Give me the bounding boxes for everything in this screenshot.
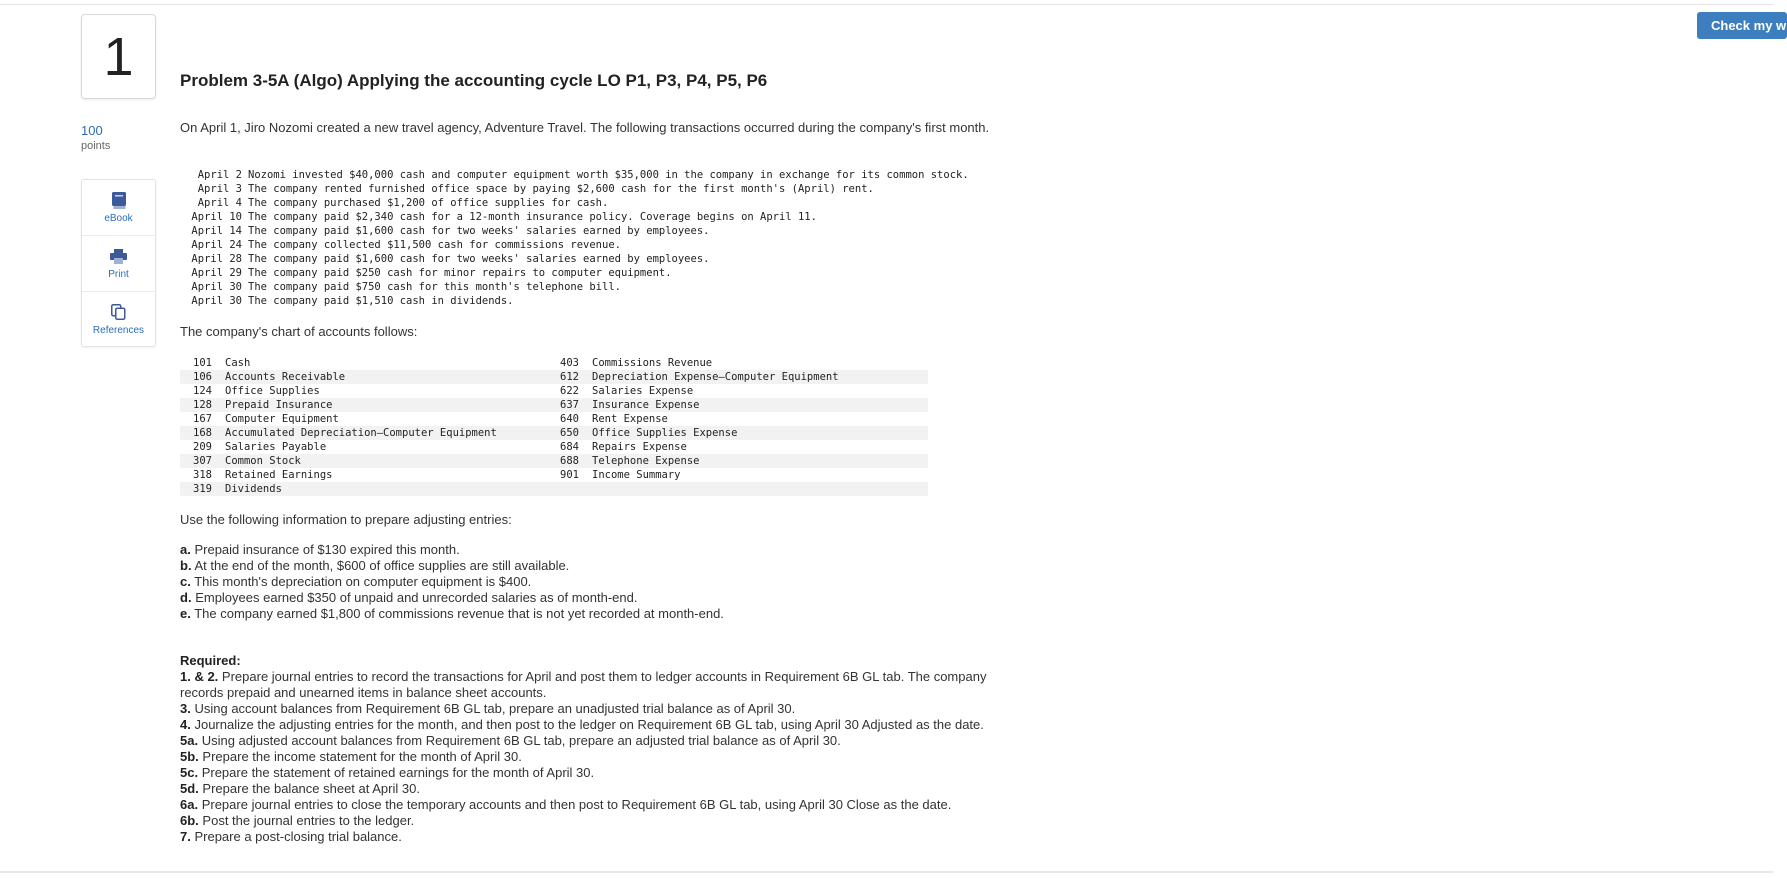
required-item: 6b. Post the journal entries to the ledger. [180,813,415,828]
account-row: 307 Common Stock 688 Telephone Expense [180,454,928,468]
problem-title: Problem 3-5A (Algo) Applying the accounting cycle LO P1, P3, P4, P5, P6 [180,71,768,90]
ebook-label: eBook [104,213,133,224]
account-row: 106 Accounts Receivable 612 Depreciation Expense—Computer Equipment [180,370,928,384]
transactions-list [180,168,1000,308]
book-icon [110,191,128,209]
transaction-row: April 4 The company purchased $1,200 of office supplies for cash. [197,197,609,209]
adjustment-item: a. Prepaid insurance of $130 expired this month. [180,542,460,557]
account-row: 168 Accumulated Depreciation—Computer Equipment 650 Office Supplies Expense [180,426,928,440]
required-item: 7. Prepare a post-closing trial balance. [180,829,402,844]
adjustment-item: d. Employees earned $350 of unpaid and unrecorded salaries as of month-end. [180,590,638,605]
adjustment-item: e. The company earned $1,800 of commissions revenue that is not yet recorded at month-end. [180,606,724,621]
required-section [180,653,1025,845]
account-row: 128 Prepaid Insurance 637 Insurance Expense [180,398,928,412]
references-button[interactable] [82,292,155,347]
required-item: 5b. Prepare the income statement for the month of April 30. [180,749,522,764]
account-row: 124 Office Supplies 622 Salaries Expense [193,385,694,397]
transaction-row: April 3 The company rented furnished office space by paying $2,600 cash for the first month's (April) rent. [197,183,874,195]
print-button[interactable] [82,236,155,292]
account-row: 318 Retained Earnings 901 Income Summary [193,469,681,481]
transaction-row: April 14 The company paid $1,600 cash for two weeks' salaries earned by employees. [191,225,710,237]
required-item: 1. & 2. Prepare journal entries to record the transactions for April and post them to ledger accounts in Requirement 6B GL tab. The company records prepaid and unearned items in balance sheet accounts. [180,669,987,700]
required-item: 5d. Prepare the balance sheet at April 30. [180,781,420,796]
question-number-badge: 1 [81,14,156,99]
points-value: 100 [81,123,103,138]
adjustment-item: c. This month's depreciation on computer equipment is $400. [180,574,532,589]
adjusting-entries-heading: Use the following information to prepare adjusting entries: [180,512,512,527]
adjustments-list [180,542,724,622]
transaction-row: April 28 The company paid $1,600 cash for two weeks' salaries earned by employees. [191,253,710,265]
intro-paragraph: On April 1, Jiro Nozomi created a new travel agency, Adventure Travel. The following transactions occurred during the company's first month. [180,120,990,135]
transaction-row: April 10 The company paid $2,340 cash for a 12-month insurance policy. Coverage begins on April 11. [191,211,817,223]
points-label: points [81,140,111,152]
chart-of-accounts-table [180,356,928,496]
print-label: Print [108,269,129,280]
transaction-row: April 24 The company collected $11,500 cash for commissions revenue. [191,239,621,251]
check-my-work-button[interactable]: Check my w [1697,12,1787,39]
account-row: 167 Computer Equipment 640 Rent Expense [193,413,668,425]
resource-tools-panel [81,179,156,347]
copy-icon [110,303,128,321]
transaction-row: April 30 The company paid $1,510 cash in dividends. [191,295,514,307]
required-item: 6a. Prepare journal entries to close the temporary accounts and then post to Requirement 6B GL tab, using April 30 Close as the date. [180,797,952,812]
transaction-row: April 2 Nozomi invested $40,000 cash and computer equipment worth $35,000 in the company in exchange for its common stock. [197,169,969,181]
bottom-divider [0,871,1773,873]
transaction-row: April 29 The company paid $250 cash for minor repairs to computer equipment. [191,267,672,279]
required-item: 5c. Prepare the statement of retained earnings for the month of April 30. [180,765,595,780]
chart-of-accounts-heading: The company's chart of accounts follows: [180,324,418,339]
required-item: 4. Journalize the adjusting entries for the month, and then post to the ledger on Requirement 6B GL tab, using April 30 Adjusted as the date. [180,717,984,732]
ebook-button[interactable] [82,180,155,236]
account-row: 209 Salaries Payable 684 Repairs Expense [193,441,687,453]
printer-icon [110,247,128,265]
required-heading: Required: [180,653,241,668]
adjustment-item: b. At the end of the month, $600 of office supplies are still available. [180,558,570,573]
top-divider [0,4,1773,5]
transaction-row: April 30 The company paid $750 cash for this month's telephone bill. [191,281,621,293]
account-row: 101 Cash 403 Commissions Revenue [193,357,713,369]
required-item: 3. Using account balances from Requirement 6B GL tab, prepare an unadjusted trial balance as of April 30. [180,701,796,716]
account-row: 319 Dividends [180,482,928,496]
required-item: 5a. Using adjusted account balances from Requirement 6B GL tab, prepare an adjusted trial balance as of April 30. [180,733,841,748]
references-label: References [92,325,145,336]
